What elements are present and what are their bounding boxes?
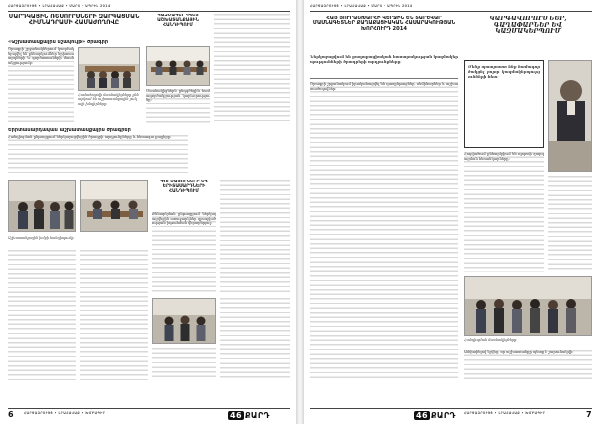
left-masthead-logo	[228, 411, 270, 420]
right-header-rule	[310, 11, 592, 12]
left-body-3: Քննարկման ընթացքում ներկայացվեցին առաջարկներ զբաղվածության խթանման վերաբերյալ։	[152, 212, 216, 294]
right-photo-group	[464, 276, 592, 336]
masthead-word: ՔԱՐԴ	[430, 411, 456, 420]
left-body-lower-right	[220, 180, 290, 294]
right-feature-body: Հոդվածում քննարկվում են ոլորտի զարգացման հեռանկարները։	[464, 152, 544, 272]
left-page	[0, 0, 296, 424]
masthead-badge: 46	[416, 411, 428, 420]
left-running-header: ՀԱՐՑԱԶՐՈՒՅՑ • ԼՐԱՀԱՎԱՔ • ՄԱՐՏ - ԱՊՐԻԼ 2014	[8, 4, 111, 8]
left-page-number: 6	[8, 410, 14, 419]
right-footer-rule	[310, 408, 592, 409]
left-body-bottom-2	[80, 250, 148, 380]
left-body-col-1: Ծրագրի շրջանակներում կազմակերպվել են քննարկումներ երիտասարդների և գործատուների մասնակցությամբ։	[8, 47, 74, 125]
right-headline-1: ՀԱՅ ՅՈՒՐԱՇԽԱՐՀԻ ՎԵՐՋԻՆ ԵՆ ՏԱՐԵՎԱՐ ՄԱՍՆԱԳԵՏՆԵՐ ՔԱՂԱՔԱՑԻԱԿԱՆ ՀԱՍԱՐԱԿՈՒԹՅԱՆ ԽՈՐՀՈՒՐԴ 2014	[312, 16, 456, 32]
right-body-list: Ծրագրի շրջանակում իրականացվել են դասընթացներ, սեմինարներ և աշխատաժողովներ։	[310, 82, 458, 380]
right-intro-rule	[310, 78, 458, 79]
left-body-far-right	[214, 14, 290, 124]
left-body-col3: Մասնակիցներն ընդգծեցին համագործակցության կարևորությունը։	[146, 89, 210, 125]
left-footer-text: ՀԱՐՑԱԶՐՈՒՅՑ • ԼՐԱՀԱՎԱՔ • ԽՄԲԱԳԻՐ	[24, 411, 106, 415]
left-subhead-1: «Աշխատանքային մշակույթ» ծրագիր	[8, 40, 109, 45]
right-feature-headline: ԿԱՐԳԱՎՈՐՈՒՄՆԵՐ, ԳԱՂԱՓԱՐՆԵՐ ԵՎ ԿԱԶՄԱԿԵՐՊՈՒՄ	[489, 16, 567, 35]
left-photo-discussion	[80, 180, 148, 232]
center-gutter	[296, 0, 304, 424]
left-body-bottom-3	[152, 348, 216, 380]
left-headline-2: ԳՈՐԾԱՏՈՒՆԵՐԻ ԵՎ ԵՐԻՏԱՍԱՐԴՆԵՐԻ ՀԱՆԴԻՊՈՒՄ	[160, 180, 208, 194]
masthead-badge: 46	[230, 411, 242, 420]
left-photo-conference	[78, 47, 140, 91]
left-photo-group	[8, 180, 76, 232]
left-headline-1: ՄԱՐԴԿԱՅԻՆ ՌԵՍՈՒՐՍՆԵՐԻ ԶԱՐԳԱՑՄԱՆ ՀԻՄՆԱԴՐԱՄԻ ՀԱՄԱԺՈՂՈՎԸ	[8, 14, 140, 27]
right-masthead-logo	[414, 411, 456, 420]
right-body-intro: Ներկայացվում են քաղաքացիական հասարակության կազմակերպությունների ծրագրերի արդյունքները։	[310, 54, 458, 64]
left-body-bottom-4	[220, 298, 290, 380]
right-footer-text: ՀԱՐՑԱԶՐՈՒՅՑ • ԼՐԱՀԱՎԱՔ • ԽՄԲԱԳԻՐ	[464, 411, 546, 415]
left-photo-meeting	[146, 46, 210, 86]
left-photo-3-caption: Աշխատանքային խմբի հանդիպումը։	[8, 236, 75, 240]
right-feature-body-2: Ամփոփելով նշվեց, որ աշխատանքը պետք է շարունակվի։	[464, 350, 592, 380]
right-page-number: 7	[586, 410, 592, 419]
left-photo-1-caption: Համաժողովի մասնակիցները քննարկում են աշխատանքային շուկայի խնդիրները։	[78, 93, 139, 106]
right-portrait-photo	[548, 60, 592, 172]
left-body-bottom-1	[8, 250, 76, 380]
right-running-header: ՀԱՐՑԱԶՐՈՒՅՑ • ԼՐԱՀԱՎԱՔ • ՄԱՐՏ - ԱՊՐԻԼ 2014	[310, 4, 413, 8]
right-photo-caption: Հանդիպման մասնակիցները։	[464, 338, 518, 342]
right-page	[304, 0, 600, 424]
left-headline-col3: ԿԱԶՄԱԿԵՐՊՎԵՑ ԱՇԽԱՏԱՆՔԱՅԻՆ ՀԱՆԴԻՊՈՒՄ	[157, 14, 199, 28]
left-body-2: Հանդիպման ընթացքում ներկայացվեցին ծրագրի արդյունքները և հետագա քայլերը։	[8, 135, 188, 175]
left-photo-bottom	[152, 298, 216, 344]
right-feature-box-text: Մենք պատրաստ ենք համագործակցել բոլոր կազմակերպությունների հետ։	[468, 64, 540, 79]
left-subhead-2: Երիտասարդական աշխատանքային ծրագրեր	[8, 128, 131, 133]
left-header-rule	[8, 11, 290, 12]
left-footer-rule	[8, 408, 290, 409]
right-feature-body-col2	[548, 176, 592, 272]
masthead-word: ՔԱՐԴ	[244, 411, 270, 420]
